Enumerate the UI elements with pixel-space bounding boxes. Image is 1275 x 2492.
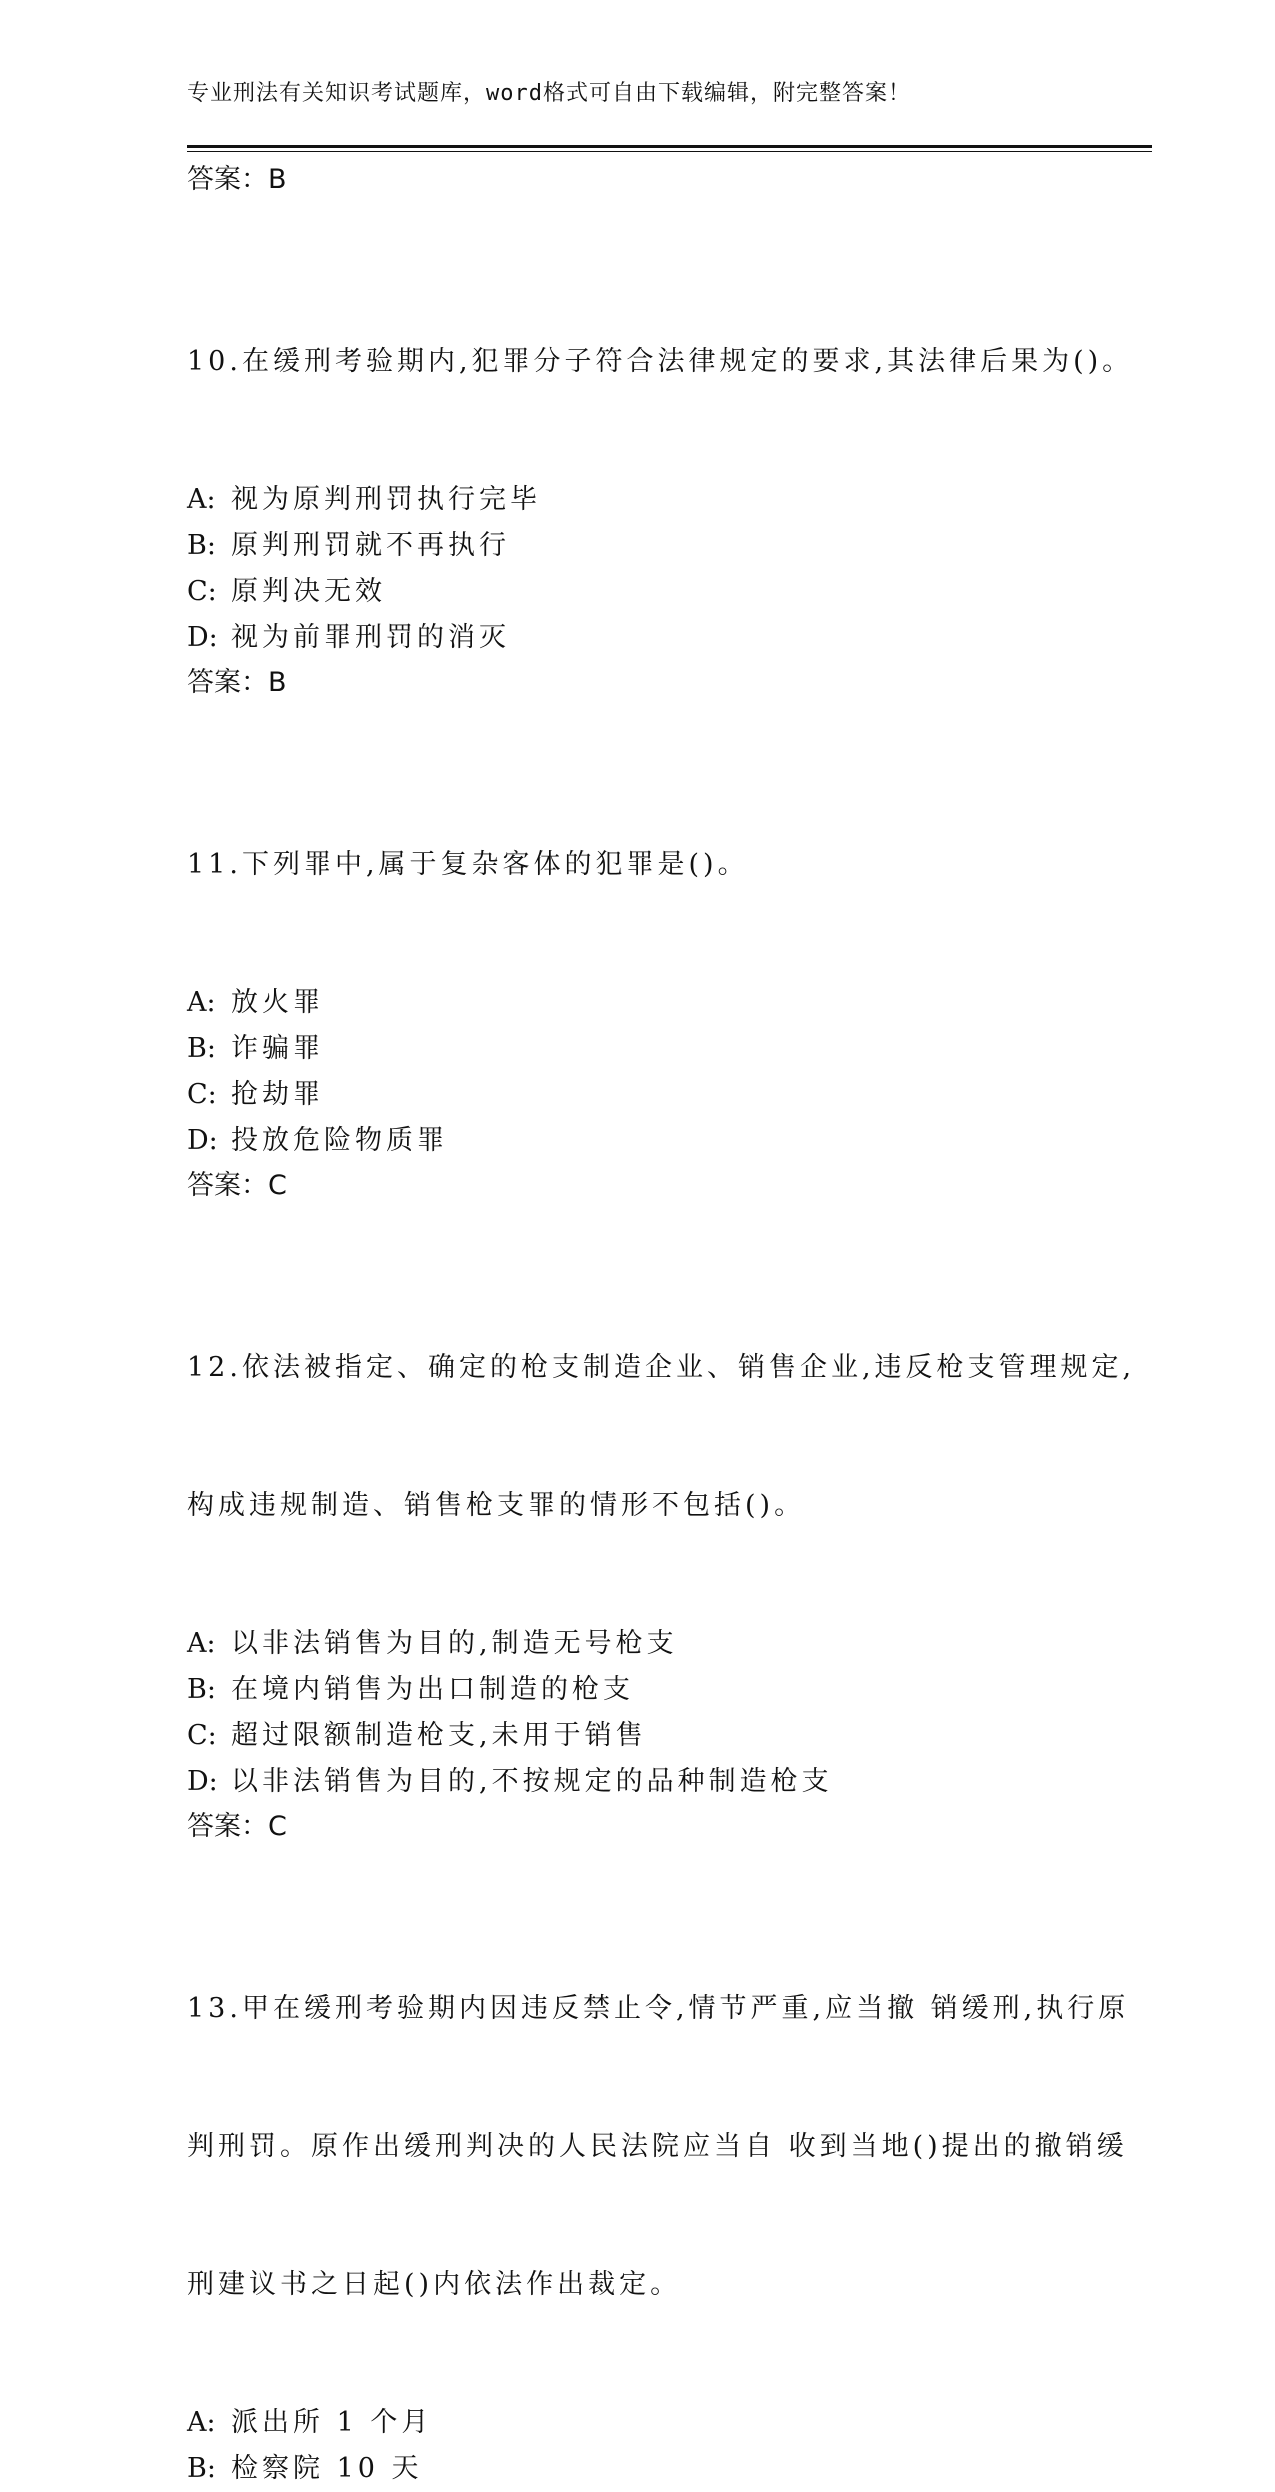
option-c xyxy=(187,1713,1087,1759)
option-text: 以非法销售为目的,制造无号枪支 xyxy=(231,1628,678,1659)
question-list xyxy=(187,158,1136,2492)
question-stem-line: 13.甲在缓刑考验期内因违反禁止令,情节严重,应当撤 销缓刑,执行原 xyxy=(187,1993,1130,2024)
option-letter: B: xyxy=(187,530,216,561)
option-letter: C: xyxy=(187,1720,217,1751)
answer-line: 答案：B xyxy=(187,667,287,698)
previous-answer: 答案：B xyxy=(187,164,287,195)
option-letter: D: xyxy=(187,1766,218,1797)
option-letter: A: xyxy=(187,484,216,515)
option-text: 原判刑罚就不再执行 xyxy=(231,530,510,561)
question-stem-line: 10.在缓刑考验期内,犯罪分子符合法律规定的要求,其法律后果为()。 xyxy=(187,346,1134,377)
option-letter: B: xyxy=(187,2453,216,2484)
header-rule-thin xyxy=(187,151,1152,152)
option-b xyxy=(187,2446,1087,2492)
option-letter: D: xyxy=(187,1125,218,1156)
question-10 xyxy=(187,247,1134,705)
option-text: 在境内销售为出口制造的枪支 xyxy=(231,1674,634,1705)
option-text: 超过限额制造枪支,未用于销售 xyxy=(231,1720,647,1751)
option-a xyxy=(187,980,1087,1026)
option-text: 派出所 1 个月 xyxy=(231,2407,433,2438)
option-a xyxy=(187,477,1087,523)
option-letter: A: xyxy=(187,987,216,1018)
option-a xyxy=(187,2400,1087,2446)
option-letter: B: xyxy=(187,1033,216,1064)
option-text: 抢劫罪 xyxy=(231,1079,324,1110)
option-d xyxy=(187,615,1087,661)
question-12 xyxy=(187,1253,1136,1849)
question-stem xyxy=(187,1253,1136,1621)
question-stem-line: 刑建议书之日起()内依法作出裁定。 xyxy=(187,2269,682,2300)
option-letter: C: xyxy=(187,576,217,607)
option-text: 投放危险物质罪 xyxy=(231,1125,448,1156)
option-text: 放火罪 xyxy=(231,987,324,1018)
question-stem-line: 12.依法被指定、确定的枪支制造企业、销售企业,违反枪支管理规定, xyxy=(187,1352,1136,1383)
option-b xyxy=(187,1667,1087,1713)
option-letter: D: xyxy=(187,622,218,653)
question-stem-line: 11.下列罪中,属于复杂客体的犯罪是()。 xyxy=(187,849,749,880)
option-letter: C: xyxy=(187,1079,217,1110)
option-letter: A: xyxy=(187,1628,216,1659)
option-text: 以非法销售为目的,不按规定的品种制造枪支 xyxy=(231,1766,833,1797)
option-letter: B: xyxy=(187,1674,216,1705)
option-d xyxy=(187,1759,1087,1805)
question-stem xyxy=(187,1894,1130,2400)
question-stem-line: 判刑罚。原作出缓刑判决的人民法院应当自 收到当地()提出的撤销缓 xyxy=(187,2131,1128,2162)
option-letter: A: xyxy=(187,2407,216,2438)
option-text: 视为原判刑罚执行完毕 xyxy=(231,484,541,515)
document-header: 专业刑法有关知识考试题库，word格式可自由下载编辑，附完整答案！ xyxy=(187,81,911,106)
answer-line: 答案：C xyxy=(187,1170,287,1201)
question-stem xyxy=(187,750,1087,980)
header-rule-thick xyxy=(187,145,1152,148)
question-stem xyxy=(187,247,1134,477)
option-b xyxy=(187,523,1087,569)
option-c xyxy=(187,569,1087,615)
answer-line: 答案：C xyxy=(187,1811,287,1842)
option-text: 检察院 10 天 xyxy=(231,2453,423,2484)
option-c xyxy=(187,1072,1087,1118)
option-text: 视为前罪刑罚的消灭 xyxy=(231,622,510,653)
option-a xyxy=(187,1621,1087,1667)
question-11 xyxy=(187,750,1087,1208)
question-13 xyxy=(187,1894,1130,2492)
option-d xyxy=(187,1118,1087,1164)
option-text: 原判决无效 xyxy=(231,576,386,607)
option-b xyxy=(187,1026,1087,1072)
option-text: 诈骗罪 xyxy=(231,1033,324,1064)
question-stem-line: 构成违规制造、销售枪支罪的情形不包括()。 xyxy=(187,1490,806,1521)
